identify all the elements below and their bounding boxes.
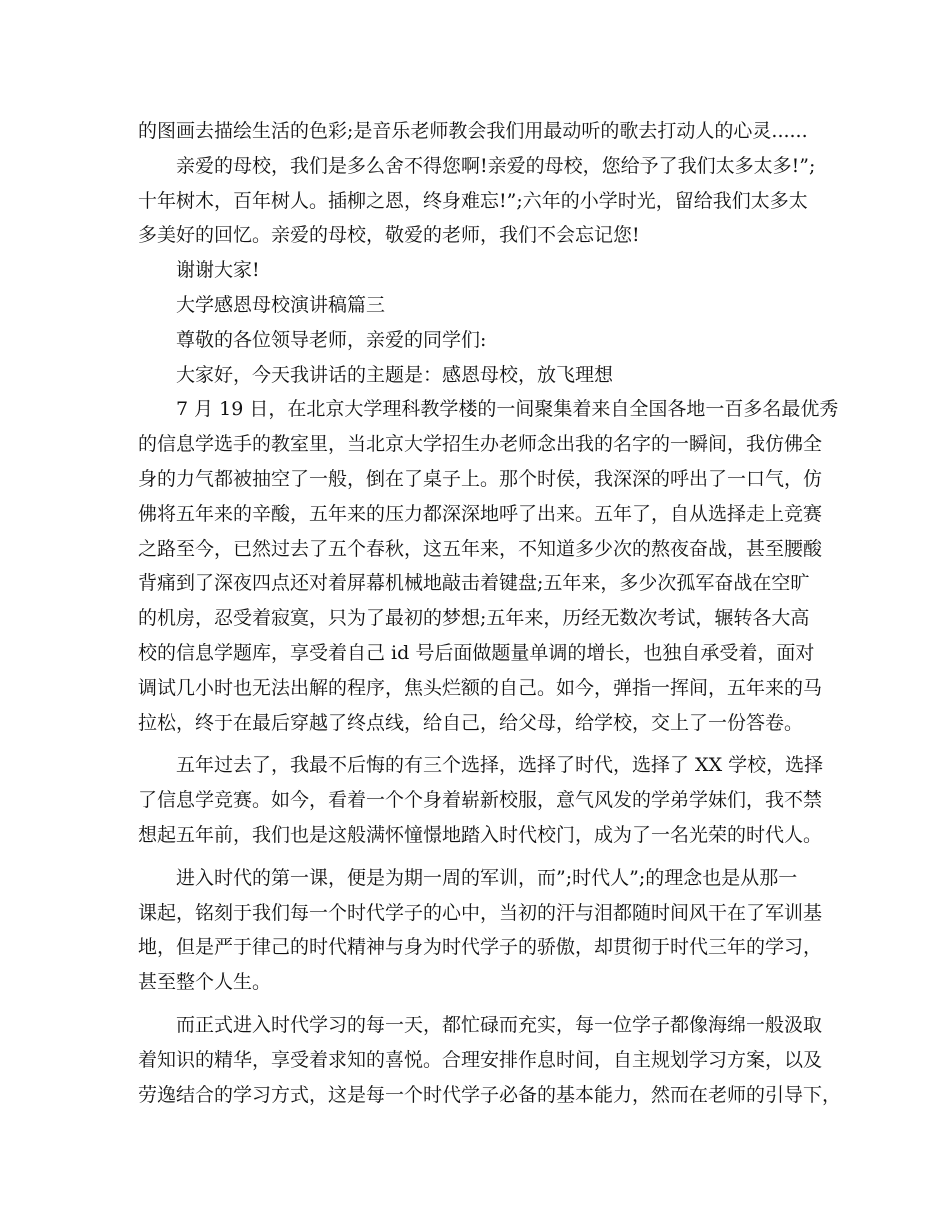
text-line: 调试几小时也无法出解的程序，焦头烂额的自己。如今，弹指一挥间，五年来的马	[138, 676, 823, 699]
text-line: 大家好，今天我讲话的主题是：感恩母校，放飞理想	[176, 363, 614, 386]
text-line: 劳逸结合的学习方式，这是每一个时代学子必备的基本能力，然而在老师的引导下，	[138, 1083, 842, 1106]
text-line: 而正式进入时代学习的每一天，都忙碌而充实，每一位学子都像海绵一般汲取	[176, 1013, 823, 1036]
text-line: 佛将五年来的辛酸，五年来的压力都深深地呼了出来。五年了，自从选择走上竞赛	[138, 502, 823, 525]
text-line: 背痛到了深夜四点还对着屏幕机械地敲击着键盘;五年来，多少次孤军奋战在空旷	[138, 572, 810, 595]
text-line: 五年过去了，我最不后悔的有三个选择，选择了时代，选择了 XX 学校，选择	[176, 754, 824, 777]
text-line: 尊敬的各位领导老师，亲爱的同学们:	[176, 328, 487, 351]
text-line: 的图画去描绘生活的色彩;是音乐老师教会我们用最动听的歌去打动人的心灵......	[138, 120, 808, 142]
text-line: 想起五年前，我们也是这般满怀憧憬地踏入时代校门，成为了一名光荣的时代人。	[138, 823, 823, 846]
text-line: 亲爱的母校，我们是多么舍不得您啊!亲爱的母校，您给予了我们太多太多!”;	[176, 154, 816, 177]
text-line: 课起，铭刻于我们每一个时代学子的心中，当初的汗与泪都随时间风干在了军训基	[138, 901, 823, 924]
text-line: 了信息学竞赛。如今，看着一个个身着崭新校服，意气风发的学弟学妹们，我不禁	[138, 789, 823, 812]
text-line: 进入时代的第一课，便是为期一周的军训，而”;时代人”;的理念也是从那一	[176, 866, 798, 889]
text-line: 校的信息学题库，享受着自己 id 号后面做题量单调的增长，也独自承受着，面对	[138, 641, 815, 664]
text-line: 甚至整个人生。	[138, 971, 272, 994]
text-line: 着知识的精华，享受着求知的喜悦。合理安排作息时间，自主规划学习方案，以及	[138, 1048, 823, 1071]
text-line: 之路至今，已然过去了五个春秋，这五年来，不知道多少次的熬夜奋战，甚至腰酸	[138, 537, 823, 560]
text-line: 十年树木，百年树人。插柳之恩，终身难忘!”;六年的小学时光，留给我们太多太	[138, 189, 808, 212]
text-line: 7 月 19 日，在北京大学理科教学楼的一间聚集着来自全国各地一百多名最优秀	[176, 398, 839, 421]
text-line: 地，但是严于律己的时代精神与身为时代学子的骄傲，却贯彻于时代三年的学习，	[138, 936, 823, 959]
text-line: 谢谢大家!	[176, 259, 260, 282]
text-line: 多美好的回忆。亲爱的母校，敬爱的老师，我们不会忘记您!	[138, 224, 640, 247]
text-line: 的机房，忍受着寂寞，只为了最初的梦想;五年来，历经无数次考试，辗转各大高	[138, 607, 810, 630]
text-line: 身的力气都被抽空了一般，倒在了桌子上。那个时侯，我深深的呼出了一口气，仿	[138, 467, 823, 490]
text-line: 大学感恩母校演讲稿篇三	[176, 293, 386, 316]
text-line: 的信息学选手的教室里，当北京大学招生办老师念出我的名字的一瞬间，我仿佛全	[138, 433, 823, 456]
text-line: 拉松，终于在最后穿越了终点线，给自己，给父母，给学校，交上了一份答卷。	[138, 711, 804, 734]
speech-text	[138, 114, 842, 1112]
